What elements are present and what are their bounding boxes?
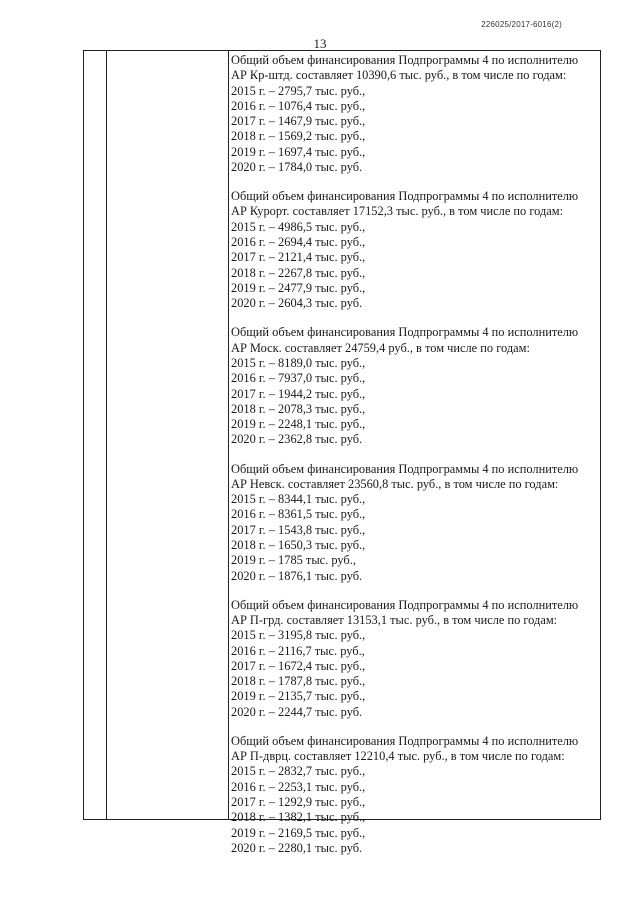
block-total: АР Невск. составляет 23560,8 тыс. руб., в том числе по годам: bbox=[231, 476, 559, 491]
year-line: 2017 г. – 1543,8 тыс. руб., bbox=[231, 522, 366, 537]
block-intro: Общий объем финансирования Подпрограммы 4 по исполнителю bbox=[231, 597, 579, 612]
financing-block-p-dvrc bbox=[231, 734, 598, 856]
financing-block-nevsk bbox=[231, 462, 598, 584]
year-line: 2020 г. – 2362,8 тыс. руб. bbox=[231, 432, 363, 447]
year-line: 2017 г. – 1672,4 тыс. руб., bbox=[231, 658, 366, 673]
year-line: 2018 г. – 1569,2 тыс. руб., bbox=[231, 129, 366, 144]
year-line: 2017 г. – 2121,4 тыс. руб., bbox=[231, 250, 366, 265]
year-line: 2015 г. – 4986,5 тыс. руб., bbox=[231, 219, 366, 234]
block-total: АР П-дврц. составляет 12210,4 тыс. руб., в том числе по годам: bbox=[231, 749, 565, 764]
year-line: 2020 г. – 2244,7 тыс. руб. bbox=[231, 704, 363, 719]
year-line: 2016 г. – 2253,1 тыс. руб., bbox=[231, 779, 366, 794]
document-code: 226025/2017-6016(2) bbox=[481, 20, 562, 29]
year-line: 2018 г. – 1787,8 тыс. руб., bbox=[231, 674, 366, 689]
year-line: 2016 г. – 2116,7 тыс. руб., bbox=[231, 643, 365, 658]
year-line: 2015 г. – 8344,1 тыс. руб., bbox=[231, 492, 366, 507]
block-intro: Общий объем финансирования Подпрограммы 4 по исполнителю bbox=[231, 461, 579, 476]
financing-text-cell bbox=[231, 53, 598, 870]
year-line: 2019 г. – 1785 тыс. руб., bbox=[231, 553, 356, 568]
financing-block-p-grd bbox=[231, 598, 598, 720]
year-line: 2020 г. – 1876,1 тыс. руб. bbox=[231, 568, 363, 583]
block-total: АР Курорт. составляет 17152,3 тыс. руб., в том числе по годам: bbox=[231, 204, 564, 219]
block-intro: Общий объем финансирования Подпрограммы 4 по исполнителю bbox=[231, 733, 579, 748]
year-line: 2015 г. – 2795,7 тыс. руб., bbox=[231, 83, 366, 98]
block-intro: Общий объем финансирования Подпрограммы 4 по исполнителю bbox=[231, 53, 579, 67]
year-line: 2020 г. – 1784,0 тыс. руб. bbox=[231, 160, 363, 175]
year-line: 2017 г. – 1292,9 тыс. руб., bbox=[231, 795, 366, 810]
year-line: 2020 г. – 2280,1 тыс. руб. bbox=[231, 840, 363, 855]
year-line: 2019 г. – 2248,1 тыс. руб., bbox=[231, 417, 366, 432]
year-line: 2019 г. – 1697,4 тыс. руб., bbox=[231, 144, 366, 159]
table-frame bbox=[83, 50, 601, 855]
financing-block-kr-shtd bbox=[231, 53, 598, 175]
year-line: 2016 г. – 8361,5 тыс. руб., bbox=[231, 507, 366, 522]
financing-block-mosk bbox=[231, 325, 598, 447]
year-line: 2018 г. – 2078,3 тыс. руб., bbox=[231, 401, 366, 416]
year-line: 2015 г. – 3195,8 тыс. руб., bbox=[231, 628, 366, 643]
year-line: 2019 г. – 2135,7 тыс. руб., bbox=[231, 689, 366, 704]
year-line: 2015 г. – 8189,0 тыс. руб., bbox=[231, 355, 366, 370]
block-intro: Общий объем финансирования Подпрограммы 4 по исполнителю bbox=[231, 325, 579, 340]
financing-block-kurort bbox=[231, 189, 598, 311]
year-line: 2015 г. – 2832,7 тыс. руб., bbox=[231, 764, 366, 779]
column-divider-2 bbox=[228, 51, 229, 819]
year-line: 2019 г. – 2169,5 тыс. руб., bbox=[231, 825, 366, 840]
year-line: 2018 г. – 2267,8 тыс. руб., bbox=[231, 265, 366, 280]
year-line: 2016 г. – 1076,4 тыс. руб., bbox=[231, 98, 366, 113]
block-total: АР П-грд. составляет 13153,1 тыс. руб., в том числе по годам: bbox=[231, 612, 558, 627]
block-total: АР Кр-штд. составляет 10390,6 тыс. руб., в том числе по годам: bbox=[231, 68, 567, 83]
year-line: 2019 г. – 2477,9 тыс. руб., bbox=[231, 280, 366, 295]
block-total: АР Моск. составляет 24759,4 руб., в том числе по годам: bbox=[231, 340, 530, 355]
page-number: 13 bbox=[313, 36, 327, 51]
year-line: 2016 г. – 7937,0 тыс. руб., bbox=[231, 371, 366, 386]
column-divider-1 bbox=[106, 51, 107, 819]
block-intro: Общий объем финансирования Подпрограммы 4 по исполнителю bbox=[231, 189, 579, 204]
year-line: 2017 г. – 1944,2 тыс. руб., bbox=[231, 386, 366, 401]
year-line: 2018 г. – 1650,3 тыс. руб., bbox=[231, 538, 366, 552]
year-line: 2017 г. – 1467,9 тыс. руб., bbox=[231, 114, 366, 129]
year-line: 2016 г. – 2694,4 тыс. руб., bbox=[231, 235, 366, 250]
year-line: 2018 г. – 1382,1 тыс. руб., bbox=[231, 810, 366, 825]
year-line: 2020 г. – 2604,3 тыс. руб. bbox=[231, 296, 363, 311]
